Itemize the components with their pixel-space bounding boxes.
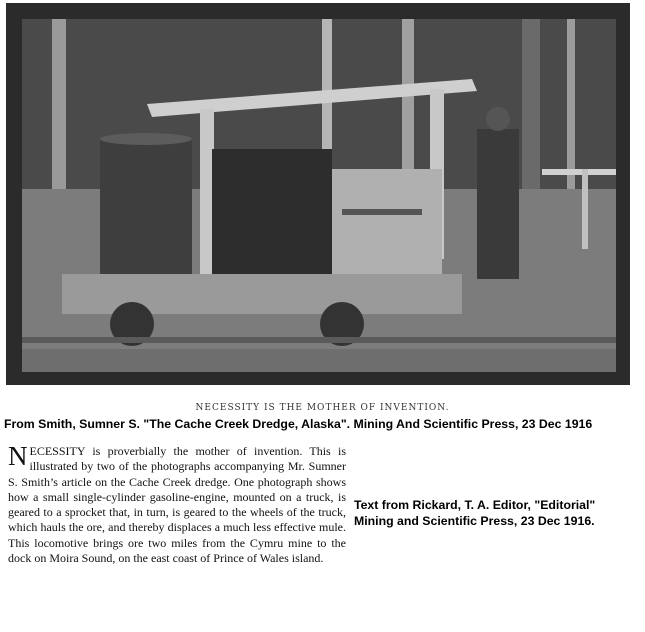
drop-cap: N: [8, 441, 28, 471]
photo-frame: [6, 3, 630, 385]
article-text: [8, 441, 346, 566]
photo-caption: NECESSITY IS THE MOTHER OF INVENTION.: [195, 403, 450, 413]
editorial-citation-line-1: Text from Rickard, T. A. Editor, "Editorial": [354, 498, 596, 512]
article-body: ECESSITY is proverbially the mother of invention. This is illustrated by two of the photographs accompanying Mr. Sumner S. Smith’s article on the Cache Creek dredge. One photograph shows how a small single-cylinder gasoline-engine, mounted on a truck, is geared to a sprocket that, in turn, is geared to the wheels of the truck, which hauls the ore, and thereby displaces a much less effective mule. This locomotive brings ore two miles from the Cymru mine to the dock on Moira Sound, on the east coast of Prince of Wales island.: [8, 444, 346, 566]
historical-photo: [22, 19, 616, 372]
locomotive-photo-image: [22, 19, 616, 372]
editorial-citation: [354, 497, 644, 529]
editorial-citation-line-2: Mining and Scientific Press, 23 Dec 1916.: [354, 514, 595, 528]
source-citation: From Smith, Sumner S. "The Cache Creek Dredge, Alaska". Mining And Scientific Press, 23 Dec 1916: [4, 417, 593, 431]
